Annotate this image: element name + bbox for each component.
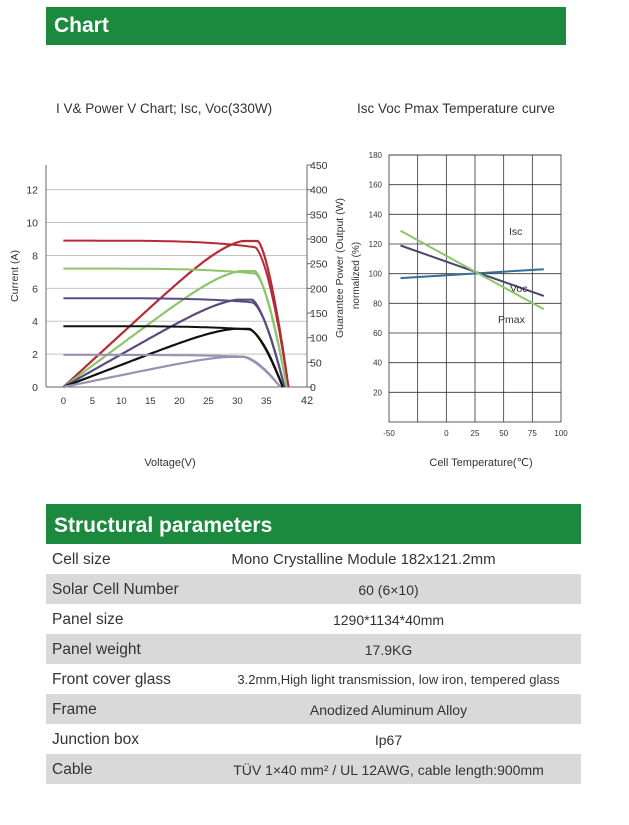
temperature-curve-chart [330, 140, 629, 480]
spec-row-solar-cell-number [46, 574, 581, 604]
y-tick-label: 160 [368, 180, 382, 190]
y2-tick-label: 300 [310, 234, 328, 246]
y-tick-label: 10 [26, 217, 38, 230]
y-tick-label: 100 [368, 269, 382, 279]
iv-power-chart [0, 150, 360, 480]
series-label-pmax: Pmax [498, 314, 525, 326]
spec-row-cable [46, 754, 581, 784]
y2-tick-label: 200 [310, 283, 328, 296]
x-tick-label: 10 [116, 396, 127, 407]
x-axis-label: Voltage(V) [144, 457, 196, 469]
spec-value: Anodized Aluminum Alloy [309, 702, 468, 718]
spec-label: Cell size [52, 551, 111, 568]
structural-parameters-table [46, 544, 581, 784]
y2-axis-label: Guarantee Power (Output (W) [334, 197, 346, 339]
spec-value: 3.2mm,High light transmission, low iron, tempered glass [237, 672, 560, 687]
y2-tick-label: 350 [310, 209, 328, 222]
temperature-chart-title: Isc Voc Pmax Temperature curve [357, 101, 555, 116]
x-tick-label: 25 [470, 429, 480, 438]
chart-section-title: Chart [54, 14, 109, 37]
spec-row-junction-box [46, 724, 581, 754]
y-tick-label: 4 [32, 316, 38, 329]
y-tick-label: 80 [373, 299, 382, 309]
y-tick-label: 12 [26, 184, 38, 197]
spec-row-front-cover-glass [46, 664, 581, 694]
spec-row-panel-size [46, 604, 581, 634]
y-tick-label: 20 [373, 388, 382, 398]
y2-tick-label: 100 [310, 332, 328, 345]
y2-tick-label: 450 [310, 160, 328, 172]
spec-label: Cable [52, 761, 93, 778]
y-tick-label: 40 [373, 358, 382, 368]
spec-value: 1290*1134*40mm [332, 612, 445, 628]
y2-tick-label: 400 [310, 184, 328, 197]
structural-parameters-header [46, 504, 581, 544]
x-tick-label: 50 [499, 429, 509, 438]
y-tick-label: 60 [373, 329, 382, 338]
spec-label: Frame [52, 701, 97, 718]
iv-chart-title: I V& Power V Chart; Isc, Voc(330W) [56, 101, 273, 116]
y-axis-label: normalized (%) [351, 241, 362, 310]
y-tick-label: 6 [32, 283, 38, 296]
x-tick-label: 25 [203, 396, 214, 407]
y-tick-label: 0 [32, 382, 38, 394]
y-tick-label: 2 [32, 349, 38, 362]
spec-label: Solar Cell Number [52, 581, 179, 598]
x-tick-label: 5 [89, 396, 96, 407]
spec-value: 60 (6×10) [358, 582, 419, 598]
x-tick-label: 75 [527, 429, 537, 438]
x-tick-label: 42 [300, 395, 314, 407]
spec-row-cell-size [46, 544, 581, 574]
x-tick-label: 100 [554, 429, 568, 438]
spec-label: Front cover glass [52, 671, 171, 688]
y2-tick-label: 50 [310, 357, 322, 370]
spec-label: Panel weight [52, 641, 141, 658]
spec-value: Mono Crystalline Module 182x121.2mm [231, 551, 496, 568]
y2-tick-label: 250 [310, 258, 328, 271]
iv-curve-iv-5 [63, 355, 280, 387]
power-curve-power-5 [63, 357, 280, 387]
spec-value: 17.9KG [364, 642, 413, 658]
y-tick-label: 8 [32, 250, 38, 263]
spec-value: Ip67 [374, 732, 403, 748]
y-axis-label: Current (A) [9, 250, 21, 302]
x-axis-label: Cell Temperature(℃) [429, 457, 533, 469]
x-tick-label: 35 [261, 396, 272, 407]
y-tick-label: 140 [368, 210, 382, 220]
spec-row-panel-weight [46, 634, 581, 664]
x-tick-label: 0 [444, 429, 449, 438]
spec-label: Junction box [52, 731, 140, 748]
spec-label: Panel size [52, 611, 124, 628]
chart-section-header [46, 7, 566, 45]
x-tick-label: -50 [383, 429, 395, 438]
structural-parameters-title: Structural parameters [54, 514, 273, 537]
series-label-isc: Isc [509, 226, 523, 238]
series-label-voc: Voc [510, 283, 528, 295]
x-tick-label: 15 [145, 396, 156, 407]
y2-tick-label: 0 [310, 382, 316, 394]
x-tick-label: 20 [174, 396, 185, 407]
y2-tick-label: 150 [310, 308, 328, 320]
x-tick-label: 30 [232, 396, 243, 407]
y-tick-label: 120 [368, 240, 382, 249]
y-tick-label: 180 [368, 151, 382, 160]
spec-value: TÜV 1×40 mm² / UL 12AWG, cable length:900mm [233, 762, 544, 778]
spec-row-frame [46, 694, 581, 724]
x-tick-label: 0 [60, 396, 67, 407]
